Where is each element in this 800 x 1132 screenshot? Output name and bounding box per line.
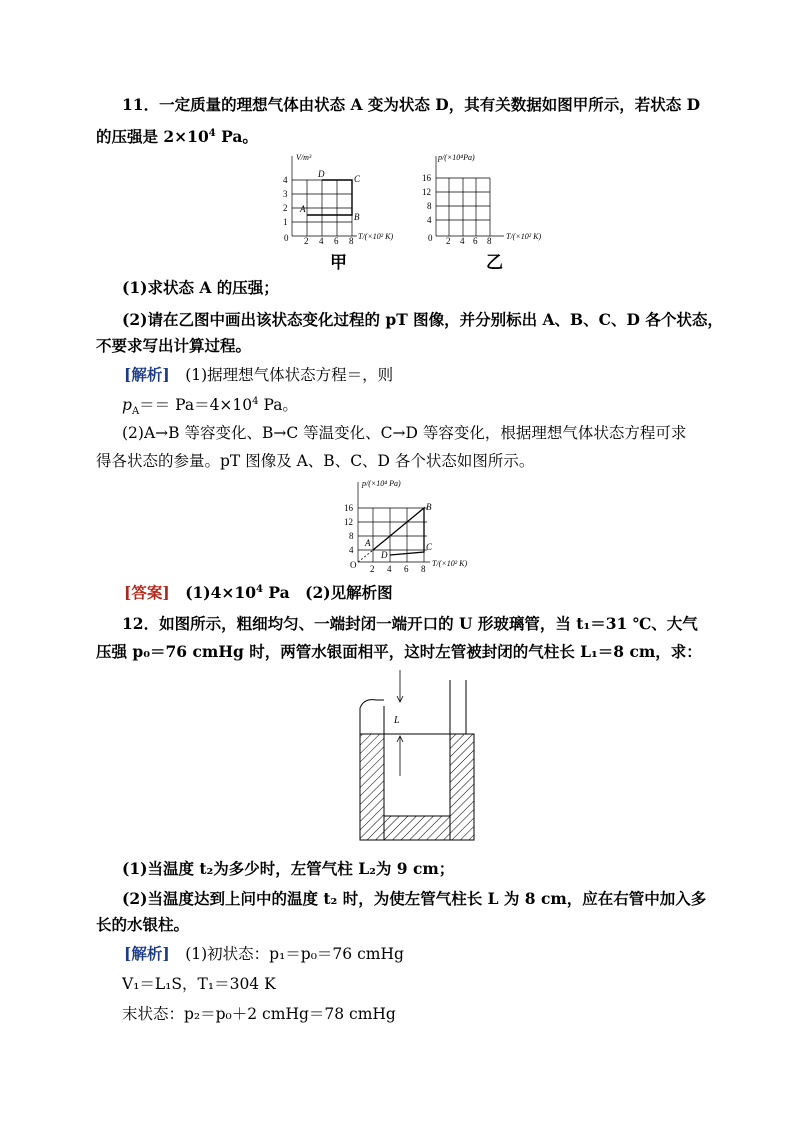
svg-text:4: 4 bbox=[319, 236, 324, 244]
tube-label-l: L bbox=[394, 715, 400, 726]
svg-text:12: 12 bbox=[422, 187, 431, 197]
svg-text:0: 0 bbox=[284, 233, 289, 243]
answer-tag: [答案] bbox=[124, 583, 170, 602]
jia-point-d: D bbox=[318, 169, 325, 179]
q12-sub2a: (2)当温度达到上问中的温度 t₂ 时，为使左管气柱长 L 为 8 cm，应在右管中加入多 bbox=[122, 889, 707, 908]
svg-text:4: 4 bbox=[349, 545, 354, 555]
q11-sub1: (1)求状态 A 的压强； bbox=[122, 278, 279, 297]
svg-text:12: 12 bbox=[344, 517, 353, 527]
svg-text:8: 8 bbox=[487, 236, 492, 244]
svg-text:3: 3 bbox=[283, 189, 288, 199]
figure-u-tube bbox=[354, 666, 480, 846]
sol12-line2: V₁＝L₁S，T₁＝304 K bbox=[122, 975, 276, 993]
svg-text:2: 2 bbox=[446, 236, 451, 244]
answer-xlabel: T/(×10² K) bbox=[432, 559, 468, 568]
svg-text:4: 4 bbox=[460, 236, 465, 244]
yi-caption: 乙 bbox=[486, 253, 503, 273]
figure-jia bbox=[272, 148, 422, 244]
svg-text:8: 8 bbox=[427, 201, 432, 211]
svg-text:8: 8 bbox=[349, 531, 354, 541]
jia-xlabel: T/(×10² K) bbox=[358, 232, 394, 241]
answer-line: [答案] $(1)4\times 10^4$ Pa (2)见解析图 bbox=[124, 583, 393, 602]
sol11-line4: 得各状态的参量。pT 图像及 A、B、C、D 各个状态如图所示。 bbox=[96, 452, 535, 470]
svg-text:2: 2 bbox=[283, 203, 288, 213]
answer-point-c: C bbox=[426, 542, 433, 552]
svg-text:16: 16 bbox=[422, 173, 431, 183]
svg-text:8: 8 bbox=[421, 564, 426, 574]
q12-line2: 压强 p₀＝76 cmHg 时，两管水银面相平，这时左管被封闭的气柱长 L₁＝8 cm，求： bbox=[96, 642, 702, 661]
svg-text:6: 6 bbox=[334, 236, 339, 244]
q12-sub1: (1)当温度 t₂为多少时，左管气柱 L₂为 9 cm； bbox=[122, 859, 455, 878]
analysis-tag: [解析] bbox=[124, 365, 170, 384]
sol11-line3: (2)A→B 等容变化、B→C 等温变化、C→D 等容变化，根据理想气体状态方程可求 bbox=[122, 424, 687, 442]
q11-sub2a: (2)请在乙图中画出该状态变化过程的 pT 图像，并分别标出 A、B、C、D 各个状态， bbox=[122, 310, 723, 329]
svg-text:16: 16 bbox=[344, 503, 353, 513]
figure-answer bbox=[330, 476, 490, 578]
sol12-line3: 末状态：p₂＝p₀＋2 cmHg＝78 cmHg bbox=[122, 1005, 396, 1023]
svg-text:1: 1 bbox=[283, 217, 288, 227]
sol12-line1: [解析] (1)初状态：p₁＝p₀＝76 cmHg bbox=[124, 944, 404, 963]
answer-point-d: D bbox=[381, 550, 388, 560]
svg-text:2: 2 bbox=[304, 236, 309, 244]
answer-ylabel: p/(×10⁴ Pa) bbox=[362, 479, 401, 488]
q11-line2: 的压强是 $2\times 10^4$ Pa。 bbox=[96, 127, 258, 146]
svg-text:4: 4 bbox=[387, 564, 392, 574]
figure-yi bbox=[418, 148, 568, 244]
svg-text:6: 6 bbox=[473, 236, 478, 244]
svg-text:4: 4 bbox=[283, 175, 288, 185]
answer-point-a: A bbox=[365, 538, 371, 548]
svg-text:4: 4 bbox=[427, 215, 432, 225]
svg-text:O: O bbox=[350, 560, 357, 570]
jia-point-b: B bbox=[354, 212, 360, 222]
jia-caption: 甲 bbox=[330, 253, 347, 273]
q11-sub2b: 不要求写出计算过程。 bbox=[96, 336, 252, 355]
yi-ylabel: p/(×10⁴Pa) bbox=[438, 153, 475, 162]
jia-ylabel: V/m³ bbox=[296, 153, 312, 162]
svg-text:2: 2 bbox=[370, 564, 375, 574]
jia-point-c: C bbox=[354, 174, 361, 184]
svg-text:8: 8 bbox=[349, 236, 354, 244]
sol11-line1: [解析] (1)据理想气体状态方程＝，则 bbox=[124, 365, 394, 384]
svg-text:0: 0 bbox=[428, 233, 433, 243]
answer-point-b: B bbox=[426, 502, 432, 512]
svg-text:6: 6 bbox=[404, 564, 409, 574]
sol11-line2: $p_A== Pa=4\times 10^4$ Pa。 bbox=[122, 395, 298, 418]
analysis-tag-2: [解析] bbox=[124, 944, 170, 963]
q11-line1: 11．一定质量的理想气体由状态 A 变为状态 D，其有关数据如图甲所示，若状态 D bbox=[122, 95, 701, 114]
jia-point-a: A bbox=[300, 204, 306, 214]
yi-xlabel: T/(×10² K) bbox=[506, 232, 542, 241]
q12-sub2b: 长的水银柱。 bbox=[96, 915, 190, 934]
q12-line1: 12．如图所示，粗细均匀、一端封闭一端开口的 U 形玻璃管，当 t₁＝31 ℃、大气 bbox=[122, 614, 698, 633]
